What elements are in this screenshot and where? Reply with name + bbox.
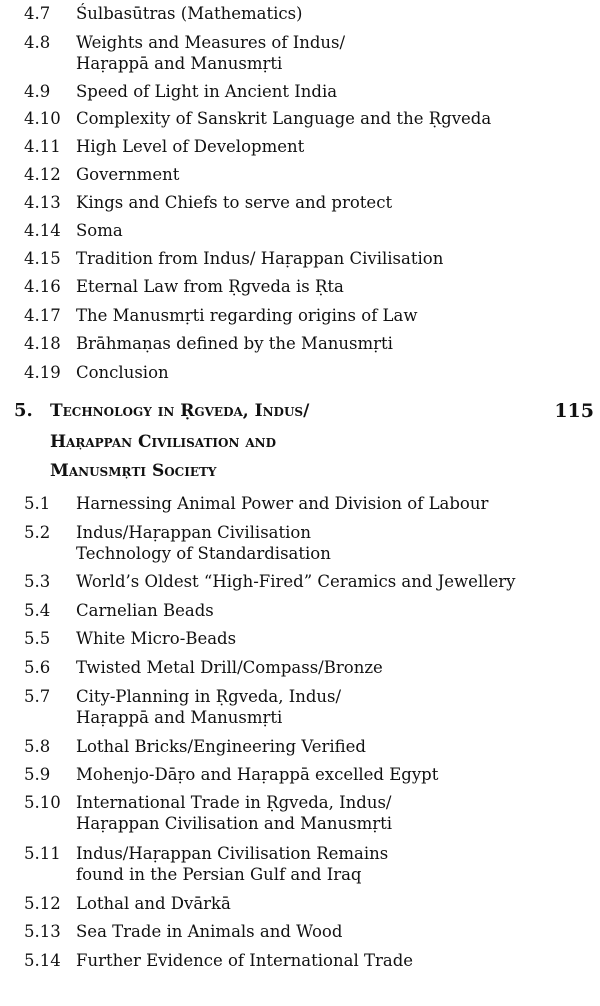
entry-number: 4.14 [24, 221, 61, 240]
entry-number: 5.10 [24, 793, 61, 812]
entry-title-continued: Technology of Standardisation [76, 544, 331, 563]
entry-title: Carnelian Beads [76, 601, 214, 620]
entry-number: 5.12 [24, 894, 61, 913]
entry-title: City-Planning in Ṛgveda, Indus/ [76, 687, 342, 706]
entry-number: 5.7 [24, 687, 51, 706]
chapter-title-line: Manusmṛti Society [50, 461, 217, 481]
entry-number: 4.15 [24, 249, 61, 268]
entry-title: Mohenjo-Dāṛo and Haṛappā excelled Egypt [76, 765, 439, 784]
entry-title: Kings and Chiefs to serve and protect [76, 193, 393, 212]
entry-number: 4.12 [24, 165, 61, 184]
entry-title: Śulbasūtras (Mathematics) [76, 4, 303, 23]
entry-title: Speed of Light in Ancient India [76, 82, 338, 101]
entry-title: Conclusion [76, 363, 169, 382]
entry-number: 4.13 [24, 193, 61, 212]
entry-title: Complexity of Sanskrit Language and the Ṛgveda [76, 109, 492, 128]
entry-number: 4.7 [24, 4, 51, 23]
chapter-number: 5. [14, 400, 33, 421]
entry-number: 5.3 [24, 572, 51, 591]
chapter-title-line: Haṛappan Civilisation and [50, 432, 277, 452]
entry-number: 4.16 [24, 277, 61, 296]
entry-title: Lothal and Dvārkā [76, 894, 231, 913]
entry-title: Brāhmaṇas defined by the Manusmṛti [76, 334, 393, 353]
chapter-title-line: Technology in Ṛgveda, Indus/ [50, 401, 310, 421]
entry-title: World’s Oldest “High-Fired” Ceramics and Jewellery [76, 572, 516, 591]
entry-title: Twisted Metal Drill/Compass/Bronze [76, 658, 383, 677]
entry-title: The Manusmṛti regarding origins of Law [76, 306, 418, 325]
entry-title: Weights and Measures of Indus/ [76, 33, 346, 52]
entry-title: Lothal Bricks/Engineering Verified [76, 737, 366, 756]
entry-title-continued: Haṛappā and Manusmṛti [76, 54, 283, 73]
entry-number: 4.9 [24, 82, 51, 101]
entry-title: Soma [76, 221, 123, 240]
entry-number: 4.10 [24, 109, 61, 128]
entry-title: Sea Trade in Animals and Wood [76, 922, 343, 941]
entry-number: 5.11 [24, 844, 61, 863]
entry-number: 4.18 [24, 334, 61, 353]
entry-title: High Level of Development [76, 137, 305, 156]
entry-number: 5.13 [24, 922, 61, 941]
entry-number: 5.9 [24, 765, 51, 784]
entry-number: 4.11 [24, 137, 61, 156]
entry-title-continued: Haṛappan Civilisation and Manusmṛti [76, 814, 393, 833]
entry-title-continued: Haṛappā and Manusmṛti [76, 708, 283, 727]
entry-number: 5.14 [24, 951, 61, 970]
entry-title: White Micro-Beads [76, 629, 237, 648]
entry-title: International Trade in Ṛgveda, Indus/ [76, 793, 392, 812]
entry-title: Indus/Haṛappan Civilisation [76, 523, 311, 542]
entry-title: Government [76, 165, 180, 184]
entry-title: Tradition from Indus/ Haṛappan Civilisation [76, 249, 444, 268]
entry-number: 5.8 [24, 737, 51, 756]
entry-title: Indus/Haṛappan Civilisation Remains [76, 844, 389, 863]
entry-number: 5.4 [24, 601, 51, 620]
entry-number: 5.5 [24, 629, 51, 648]
entry-number: 5.6 [24, 658, 51, 677]
entry-title-continued: found in the Persian Gulf and Iraq [76, 865, 362, 884]
entry-title: Further Evidence of International Trade [76, 951, 414, 970]
entry-number: 5.1 [24, 494, 51, 513]
entry-number: 4.19 [24, 363, 61, 382]
entry-title: Eternal Law from Ṛgveda is Ṛta [76, 277, 344, 296]
chapter-heading [0, 400, 600, 490]
entry-number: 4.8 [24, 33, 51, 52]
entry-number: 4.17 [24, 306, 61, 325]
entry-number: 5.2 [24, 523, 51, 542]
entry-title: Harnessing Animal Power and Division of Labour [76, 494, 489, 513]
chapter-page-number: 115 [554, 400, 594, 422]
